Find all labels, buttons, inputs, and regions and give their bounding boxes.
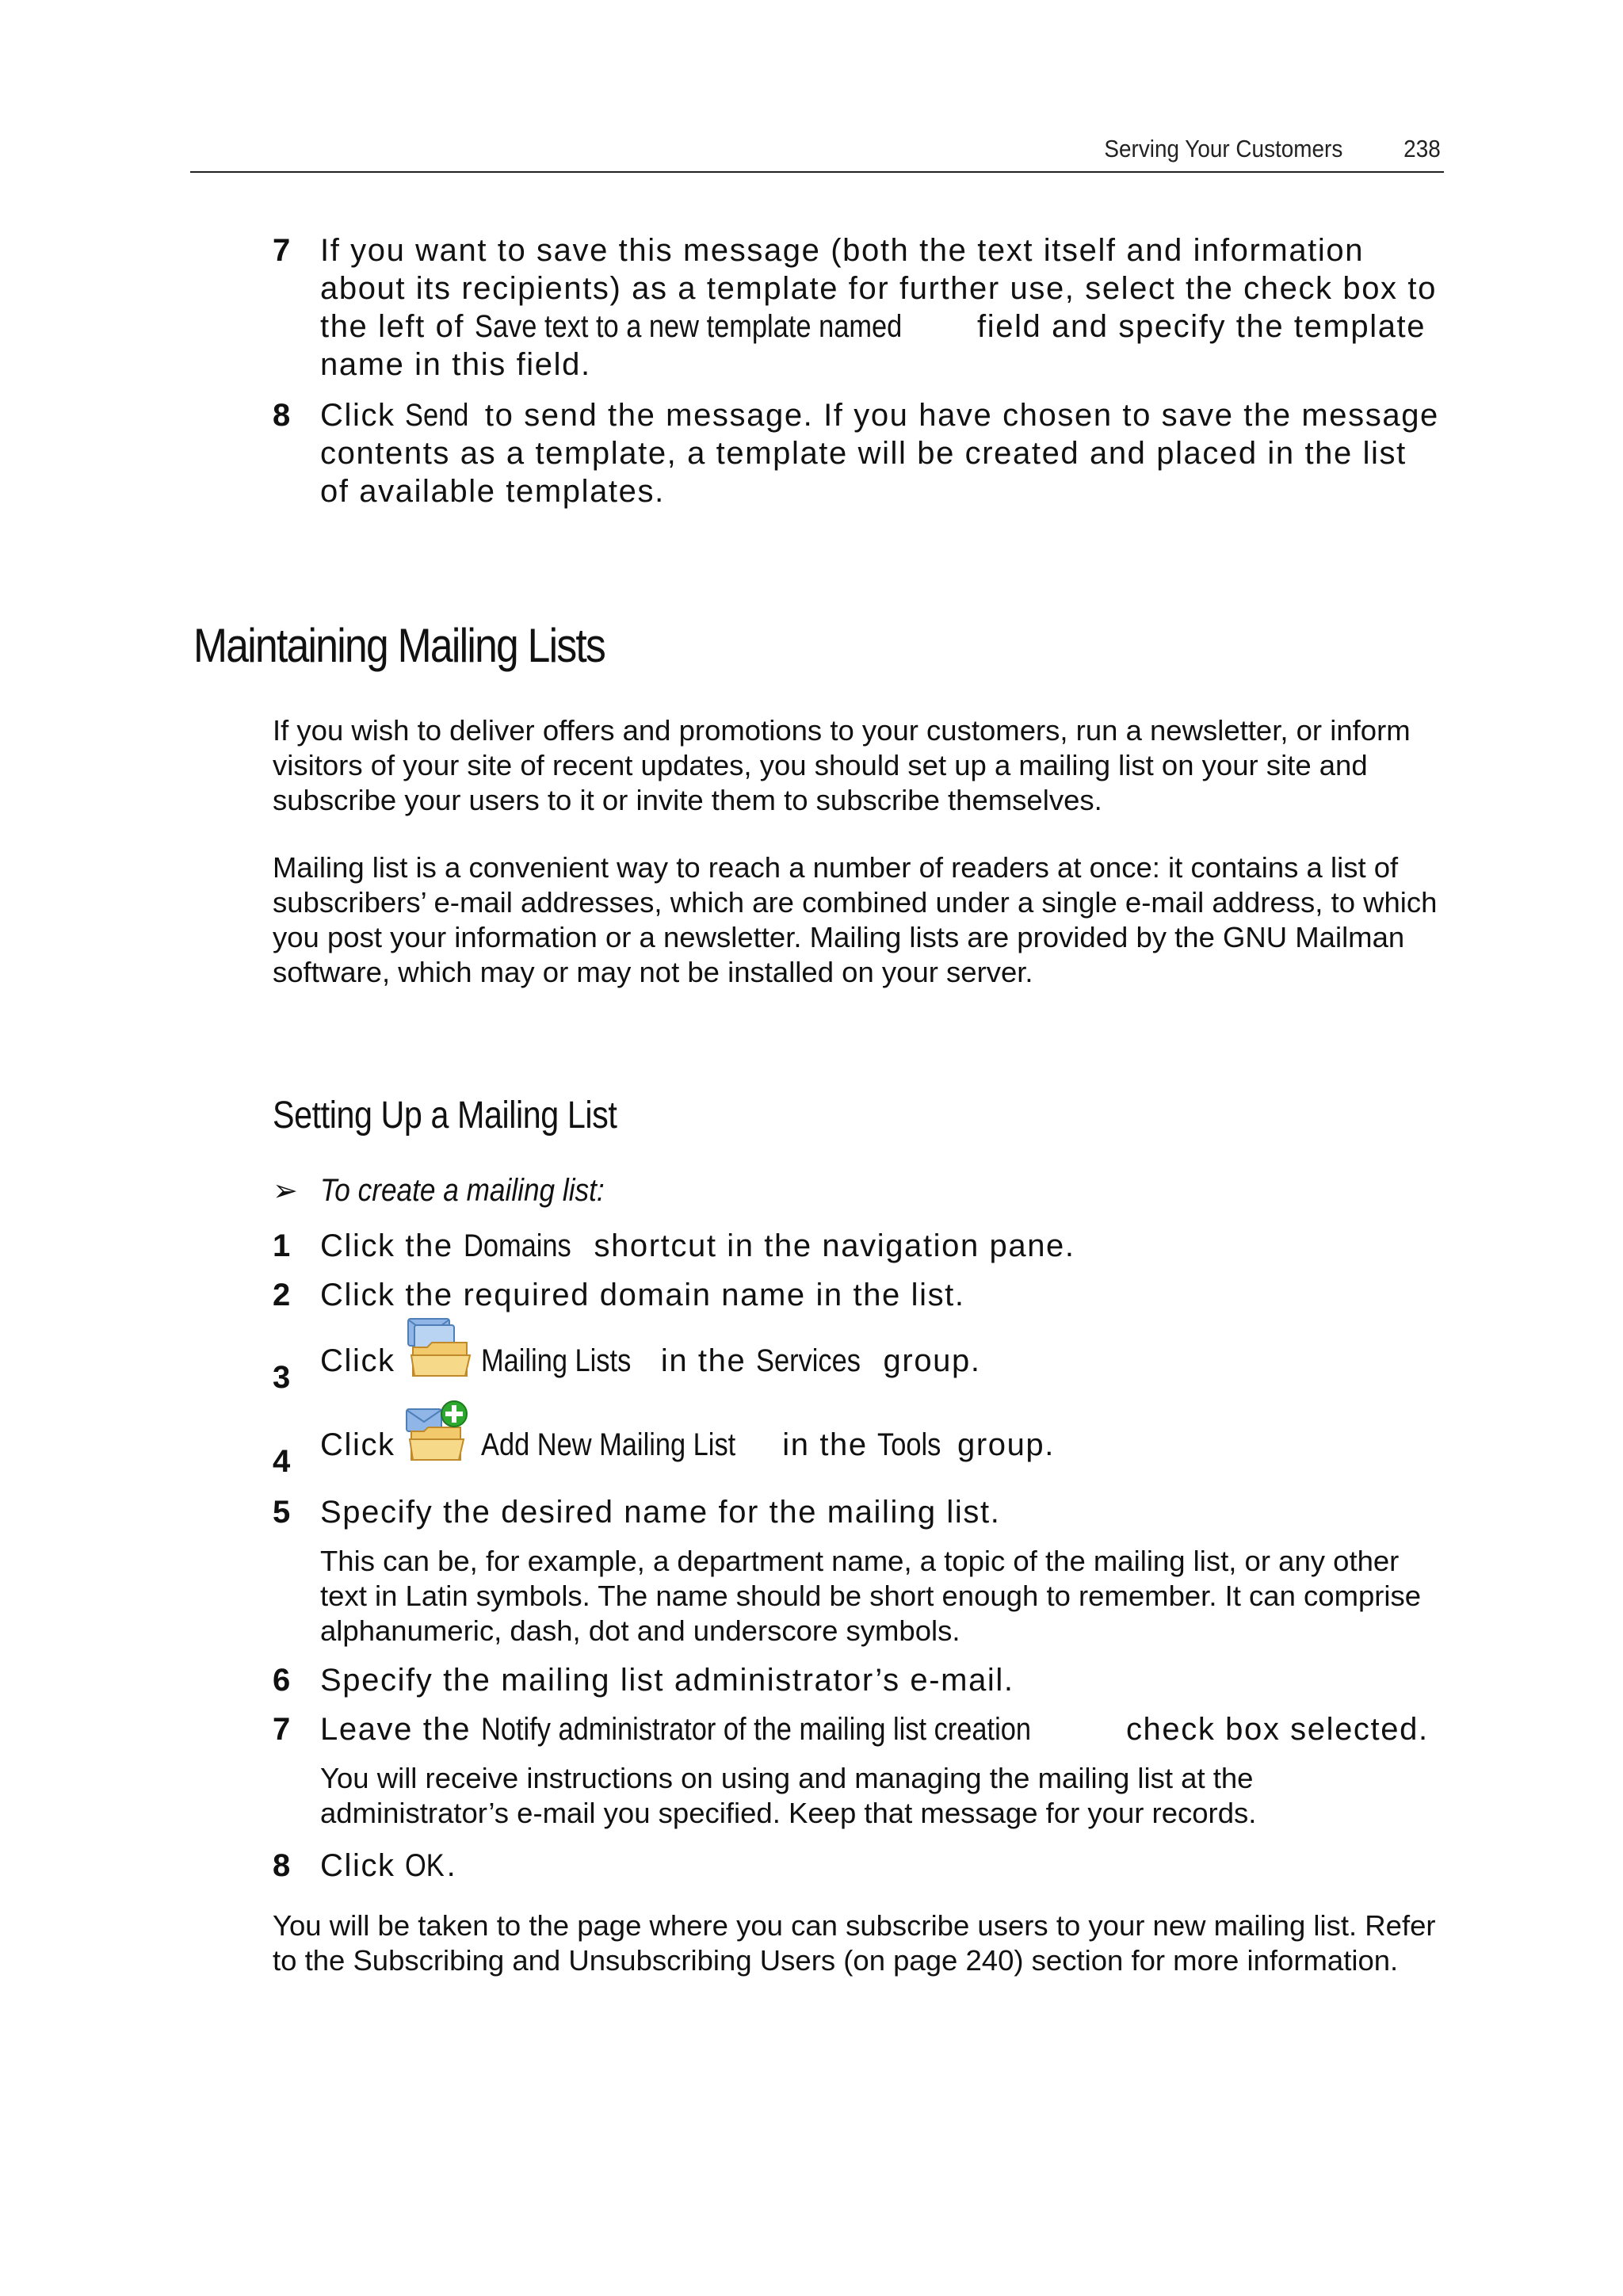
step-text	[320, 1710, 1445, 1748]
step-number: 8	[273, 1848, 291, 1883]
step-text	[320, 231, 1445, 384]
step-text-part: Leave the	[320, 1712, 481, 1747]
step-7-note: You will receive instructions on using and managing the mailing list at the administrator’s e-mail you specified. Keep that message for your records.	[320, 1762, 1257, 1829]
step-text: Specify the mailing list administrator’s e-mail.	[320, 1663, 1014, 1698]
step-text	[320, 396, 1445, 510]
proc-step-4	[273, 1400, 1445, 1479]
ui-button-ok: OK	[405, 1848, 445, 1883]
closing-paragraph: You will be taken to the page where you can subscribe users to your new mailing list. Refer to the Subscribing and Unsubscribing Users (on page 240) section for more information.	[273, 1909, 1436, 1977]
ui-shortcut-domains: Domains	[463, 1228, 571, 1263]
step-text-part: shortcut in the navigation pane.	[583, 1228, 1075, 1263]
page-header	[190, 133, 1444, 173]
step-text	[320, 1847, 1445, 1885]
step-number: 7	[273, 1712, 291, 1747]
step-text-part: Click	[320, 1343, 395, 1378]
step-text-part: Click the	[320, 1228, 464, 1263]
step-number: 7	[273, 233, 291, 268]
add-mailing-list-icon	[403, 1400, 475, 1463]
section-heading: Maintaining Mailing Lists	[193, 619, 605, 672]
step-5-note: This can be, for example, a department name, a topic of the mailing list, or any other text in Latin symbols. The name should be short enough to remember. It can comprise alphanumeric, dash, dot and underscore symbols.	[320, 1545, 1422, 1647]
step-text-part: field and specify the template name in this field.	[320, 309, 1426, 382]
step-text-part: group.	[947, 1427, 1055, 1462]
proc-step-5	[273, 1493, 1445, 1531]
step-text: Specify the desired name for the mailing list.	[320, 1495, 1001, 1530]
ui-group-tools: Tools	[877, 1427, 941, 1462]
ui-mailing-lists: Mailing Lists	[480, 1343, 631, 1378]
step-text-part: Click	[320, 1427, 395, 1462]
header-section-title: Serving Your Customers	[1104, 135, 1342, 162]
mailing-list-description: Mailing list is a convenient way to reach a number of readers at once: it contains a list of subscribers’ e-mail addresses, which are combined under a single e-mail address, to which you post your information or a newsletter. Mailing lists are provided by the GNU Mailman software, which may or may not be installed on your server.	[273, 851, 1438, 988]
step-text-part: .	[446, 1848, 457, 1883]
mailing-lists-icon	[403, 1316, 475, 1379]
step-text-part: to send the message. If you have chosen to save the message contents as a template, a template will be created and placed in the list of available templates.	[320, 398, 1439, 509]
step-text-part: Click	[320, 398, 406, 433]
proc-step-2	[273, 1276, 1445, 1314]
ui-add-new-mailing-list: Add New Mailing List	[480, 1427, 735, 1462]
step-7-save-template	[273, 231, 1445, 384]
step-text: Click the required domain name in the list.	[320, 1278, 965, 1312]
procedure-title-text: To create a mailing list:	[320, 1173, 605, 1208]
procedure-title	[273, 1173, 643, 1209]
proc-step-1	[273, 1227, 1445, 1265]
step-text-part: in the	[651, 1343, 757, 1378]
ui-field-save-text-template: Save text to a new template named	[474, 309, 903, 344]
ui-button-send: Send	[405, 398, 469, 433]
step-number: 6	[273, 1663, 291, 1698]
proc-step-7	[273, 1710, 1445, 1748]
step-text-part: check box selected.	[1116, 1712, 1429, 1747]
ui-checkbox-notify-admin: Notify administrator of the mailing list creation	[480, 1712, 1031, 1747]
ui-group-services: Services	[756, 1343, 861, 1378]
step-number: 5	[273, 1495, 291, 1530]
proc-step-3	[273, 1316, 1445, 1395]
step-text-part: Click	[320, 1848, 406, 1883]
arrow-bullet-icon: ➢	[273, 1175, 298, 1208]
header-page-number: 238	[1403, 135, 1441, 162]
step-text	[320, 1400, 1445, 1464]
step-text-part: If you want to save this message (both the text itself and information about its recipients) as a template for further use, select the check box to the left of	[320, 233, 1437, 344]
proc-step-6	[273, 1661, 1445, 1699]
step-number: 4	[273, 1444, 291, 1479]
step-text	[320, 1227, 1445, 1265]
intro-paragraph: If you wish to deliver offers and promotions to your customers, run a newsletter, or inform visitors of your site of recent updates, you should set up a mailing list on your site and subscribe your users to it or invite them to subscribe themselves.	[273, 714, 1411, 816]
step-text-part: in the	[772, 1427, 878, 1462]
step-8-send	[273, 396, 1445, 510]
step-number: 3	[273, 1360, 291, 1395]
step-number: 2	[273, 1278, 291, 1312]
subsection-heading: Setting Up a Mailing List	[273, 1095, 617, 1137]
step-text-part: group.	[873, 1343, 981, 1378]
step-number: 8	[273, 398, 291, 433]
proc-step-8	[273, 1847, 1445, 1885]
step-number: 1	[273, 1228, 291, 1263]
step-text	[320, 1316, 1445, 1380]
